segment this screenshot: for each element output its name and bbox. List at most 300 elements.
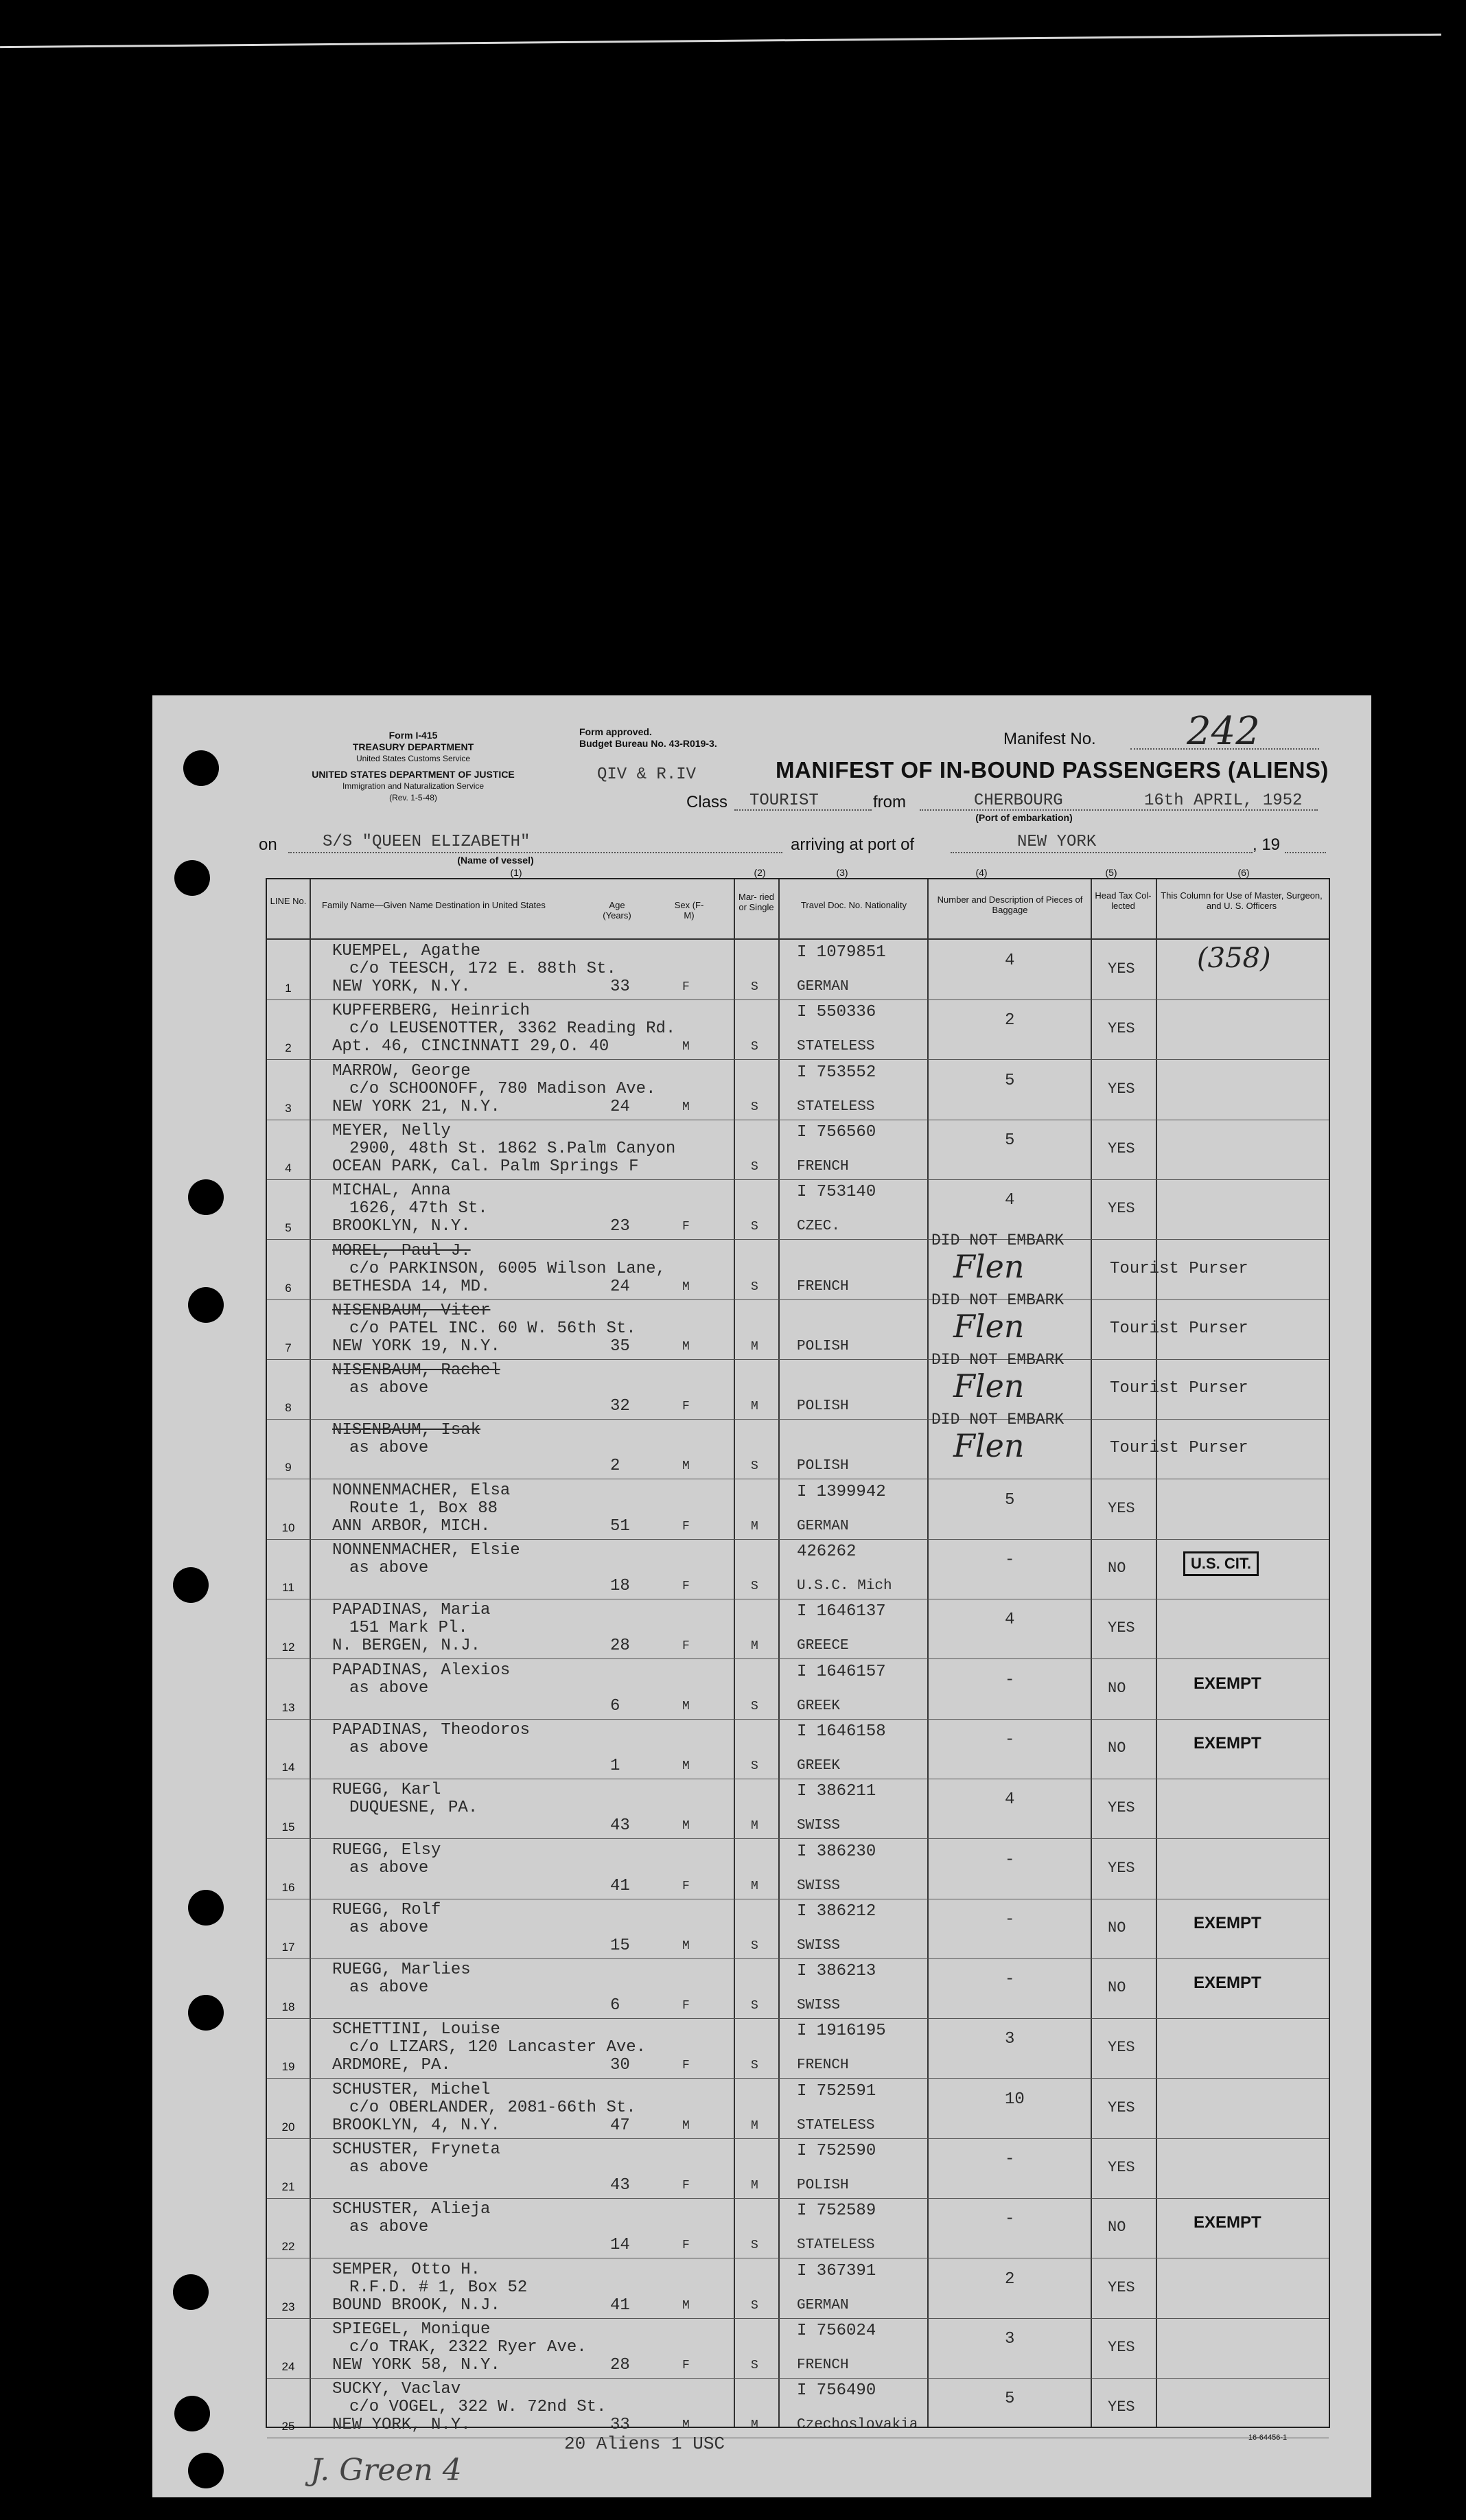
marital-status: M (751, 1400, 758, 1414)
destination-city: OCEAN PARK, Cal. Palm Springs F (332, 1157, 639, 1176)
age-value: 41 (610, 1876, 630, 1895)
age-value: 2 (610, 1457, 620, 1476)
header-head-tax: Head Tax Col- lected (1095, 890, 1152, 911)
nationality: GREECE (797, 1638, 849, 1654)
line-number: 23 (281, 2300, 295, 2313)
nationality: FRENCH (797, 2357, 849, 2373)
passenger-name: SCHUSTER, Alieja (332, 2200, 491, 2219)
table-row (267, 2198, 1329, 2258)
line-number: 15 (281, 1820, 295, 1834)
line-number: 22 (281, 2240, 295, 2254)
us-citizen-stamp: U.S. CIT. (1183, 1551, 1259, 1576)
head-tax-value: YES (1108, 2278, 1135, 2296)
baggage-count: 5 (1005, 2390, 1015, 2409)
destination-city: NEW YORK, N.Y. (332, 978, 471, 996)
table-row (267, 1291, 1329, 1360)
passenger-name: MOREL, Paul J. (332, 1241, 471, 1260)
marital-status: S (751, 1280, 758, 1294)
passenger-name: PAPADINAS, Alexios (332, 1661, 511, 1680)
line-number: 20 (281, 2120, 295, 2134)
nationality: GREEK (797, 1757, 841, 1774)
nationality: FRENCH (797, 1158, 849, 1175)
age-value: 6 (610, 1696, 620, 1715)
marital-status: M (751, 2418, 758, 2433)
baggage-count: - (1005, 2150, 1015, 2169)
passenger-name: MARROW, George (332, 1061, 471, 1080)
destination-line: as above (349, 1918, 429, 1937)
travel-doc-number: I 753552 (797, 1063, 876, 1082)
column-number-1: (1) (510, 867, 522, 878)
age-value: 24 (610, 1277, 630, 1296)
line-number: 3 (285, 1101, 292, 1115)
destination-line: 151 Mark Pl. (349, 1619, 468, 1638)
destination-line: as above (349, 2218, 429, 2237)
sex-value: M (682, 1100, 690, 1114)
head-tax-value: YES (1108, 1140, 1135, 1157)
travel-doc-number: I 386213 (797, 1962, 876, 1981)
table-row (267, 1539, 1329, 1599)
passenger-name: NISENBAUM, Isak (332, 1421, 481, 1440)
destination-line: as above (349, 1858, 429, 1877)
marital-status: S (751, 1759, 758, 1773)
marital-status: S (751, 2239, 758, 2253)
destination-line: as above (349, 1439, 429, 1458)
nationality: STATELESS (797, 2237, 875, 2254)
manifest-title: MANIFEST OF IN-BOUND PASSENGERS (ALIENS) (776, 757, 1329, 783)
table-row (267, 1060, 1329, 1120)
baggage-count: 2 (1005, 1011, 1015, 1030)
passenger-name: SEMPER, Otto H. (332, 2260, 481, 2279)
age-value: 32 (610, 1397, 630, 1416)
manifest-sheet (152, 695, 1371, 2497)
punch-hole (188, 1890, 224, 1926)
treasury-dept: TREASURY DEPARTMENT (352, 741, 474, 752)
punch-hole (174, 860, 210, 896)
passenger-name: RUEGG, Elsy (332, 1840, 441, 1860)
marital-status: S (751, 1040, 758, 1054)
line-number: 25 (281, 2420, 295, 2434)
age-value: 33 (610, 978, 630, 996)
budget-bureau: Budget Bureau No. 43-R019-3. (579, 738, 717, 749)
exempt-stamp: EXEMPT (1194, 1913, 1261, 1932)
nationality: SWISS (797, 1937, 841, 1954)
line-number: 14 (281, 1760, 295, 1774)
column-number-5: (5) (1105, 867, 1117, 878)
scan-top-rule (0, 34, 1441, 48)
purser-signature: Flen (953, 1307, 1025, 1345)
baggage-count: 4 (1005, 1790, 1015, 1810)
passenger-name: SCHUSTER, Fryneta (332, 2140, 500, 2159)
line-number: 7 (285, 1341, 292, 1354)
baggage-count: - (1005, 1551, 1015, 1569)
marital-status: M (751, 1339, 758, 1354)
baggage-count: 2 (1005, 2269, 1015, 2289)
baggage-count: - (1005, 1730, 1015, 1749)
travel-doc-number: I 752591 (797, 2081, 876, 2101)
head-tax-value: NO (1108, 2219, 1126, 2236)
age-value: 18 (610, 1577, 630, 1595)
passenger-name: NONNENMACHER, Elsa (332, 1481, 511, 1500)
destination-city: NEW YORK 21, N.Y. (332, 1097, 500, 1116)
age-value: 30 (610, 2056, 630, 2075)
header-travel-doc: Travel Doc. No. Nationality (800, 900, 907, 910)
table-row (267, 1599, 1329, 1659)
age-value: 47 (610, 2116, 630, 2135)
sex-value: F (682, 1400, 690, 1414)
embarkation-note: (Port of embarkation) (975, 812, 1073, 823)
head-tax-value: YES (1108, 2159, 1135, 2176)
embarkation-date: 16th APRIL, 1952 (1144, 791, 1303, 810)
arrival-port: NEW YORK (1017, 833, 1097, 851)
travel-doc-number: I 1646158 (797, 1722, 886, 1741)
nationality: STATELESS (797, 2117, 875, 2134)
age-value: 51 (610, 1516, 630, 1536)
nationality: POLISH (797, 2177, 849, 2193)
head-tax-value: YES (1108, 960, 1135, 978)
destination-city: BOUND BROOK, N.J. (332, 2296, 500, 2315)
destination-line: as above (349, 1379, 429, 1398)
age-value: 24 (610, 1097, 630, 1116)
not-embarked-note: DID NOT EMBARK (931, 1411, 1064, 1429)
table-row (267, 2079, 1329, 2139)
column-number-3: (3) (836, 867, 848, 878)
class-label: Class (686, 793, 728, 811)
marital-status: S (751, 1999, 758, 2013)
passenger-name: MICHAL, Anna (332, 1181, 451, 1201)
sex-value: M (682, 1759, 690, 1773)
from-label: from (873, 793, 906, 811)
baggage-count: - (1005, 1670, 1015, 1689)
line-number: 2 (285, 1041, 292, 1055)
header-line-no: LINE No. (270, 896, 307, 906)
marital-status: M (751, 2179, 758, 2193)
travel-doc-number: I 1399942 (797, 1482, 886, 1501)
marital-status: S (751, 980, 758, 994)
line-number: 9 (285, 1461, 292, 1475)
footer-signature: J. Green 4 (310, 2453, 462, 2488)
destination-city: ARDMORE, PA. (332, 2056, 451, 2075)
officer-note: (358) (1197, 943, 1271, 974)
passenger-name: NONNENMACHER, Elsie (332, 1541, 520, 1560)
age-value: 28 (610, 1637, 630, 1656)
baggage-count: 5 (1005, 1490, 1015, 1510)
nationality: GERMAN (797, 2297, 849, 2313)
not-embarked-note: DID NOT EMBARK (931, 1291, 1064, 1309)
travel-doc-number: I 1916195 (797, 2022, 886, 2041)
age-value: 35 (610, 1337, 630, 1356)
header-officers: This Column for Use of Master, Surgeon, and U. S. Officers (1161, 890, 1323, 911)
nationality: SWISS (797, 1998, 841, 2014)
marital-status: M (751, 2118, 758, 2133)
sex-value: M (682, 1280, 690, 1294)
nationality: STATELESS (797, 1039, 875, 1055)
age-value: 43 (610, 1816, 630, 1836)
sex-value: M (682, 2298, 690, 2313)
column-number-4: (4) (975, 867, 988, 878)
nationality: SWISS (797, 1818, 841, 1834)
marital-status: S (751, 1939, 758, 1953)
nationality: U.S.C. Mich (797, 1578, 892, 1594)
baggage-count: - (1005, 1970, 1015, 1989)
punch-hole (174, 2396, 210, 2431)
baggage-count: 5 (1005, 1131, 1015, 1150)
baggage-count: - (1005, 2210, 1015, 2229)
exempt-stamp: EXEMPT (1194, 1974, 1261, 1993)
sex-value: F (682, 2059, 690, 2073)
voyage-code: QIV & R.IV (597, 765, 697, 784)
head-tax-value: YES (1108, 2398, 1135, 2416)
table-row (267, 999, 1329, 1060)
not-embarked-note: DID NOT EMBARK (931, 1351, 1064, 1369)
table-row (267, 1899, 1329, 1959)
purser-note: Tourist Purser (1110, 1439, 1248, 1458)
passenger-name: KUPFERBERG, Heinrich (332, 1002, 531, 1021)
marital-status: S (751, 1459, 758, 1474)
marital-status: S (751, 1100, 758, 1114)
exempt-stamp: EXEMPT (1194, 1733, 1261, 1753)
sex-value: M (682, 1339, 690, 1354)
sex-value: F (682, 2239, 690, 2253)
travel-doc-number: I 1646137 (797, 1602, 886, 1621)
head-tax-value: YES (1108, 1200, 1135, 1218)
age-value: 23 (610, 1217, 630, 1236)
header-baggage: Number and Description of Pieces of Baggage (937, 894, 1083, 915)
passenger-name: MEYER, Nelly (332, 1121, 451, 1140)
purser-signature: Flen (953, 1247, 1025, 1285)
destination-line: R.F.D. # 1, Box 52 (349, 2278, 528, 2297)
marital-status: M (751, 1819, 758, 1834)
table-row (267, 1120, 1329, 1180)
column-number-2: (2) (754, 867, 766, 878)
punch-hole (173, 1567, 209, 1603)
destination-line: c/o PATEL INC. 60 W. 56th St. (349, 1319, 636, 1338)
head-tax-value: YES (1108, 2338, 1135, 2356)
sex-value: F (682, 2358, 690, 2372)
age-value: 15 (610, 1936, 630, 1955)
sex-value: F (682, 1220, 690, 1234)
destination-line: 1626, 47th St. (349, 1199, 488, 1218)
punch-hole (183, 750, 219, 786)
vessel-line (288, 852, 782, 853)
marital-status: S (751, 2298, 758, 2313)
sex-value: M (682, 1459, 690, 1474)
on-label: on (259, 835, 277, 854)
punch-hole (173, 2274, 209, 2310)
baggage-count: - (1005, 1850, 1015, 1869)
year-line (1285, 852, 1326, 853)
exempt-stamp: EXEMPT (1194, 2213, 1261, 2232)
sex-value: M (682, 1699, 690, 1713)
table-row (267, 2018, 1329, 2079)
punch-hole (188, 1995, 224, 2031)
line-number: 10 (281, 1521, 295, 1534)
head-tax-value: YES (1108, 1020, 1135, 1038)
manifest-number-label: Manifest No. (1003, 730, 1096, 748)
age-value: 1 (610, 1756, 620, 1775)
marital-status: S (751, 1220, 758, 1234)
sex-value: F (682, 1639, 690, 1654)
line-number: 12 (281, 1641, 295, 1654)
baggage-count: 10 (1005, 2090, 1025, 2109)
passenger-name: NISENBAUM, Rachel (332, 1361, 500, 1380)
sex-value: M (682, 2418, 690, 2433)
passenger-name: KUEMPEL, Agathe (332, 942, 481, 960)
nationality: FRENCH (797, 1278, 849, 1295)
line-number: 24 (281, 2359, 295, 2373)
form-approval: Form approved. (579, 726, 652, 737)
travel-doc-number: I 386230 (797, 1842, 876, 1861)
passenger-name: SCHETTINI, Louise (332, 2020, 500, 2039)
sex-value: M (682, 1819, 690, 1834)
line-number: 16 (281, 1880, 295, 1894)
passenger-name: RUEGG, Karl (332, 1781, 441, 1800)
destination-city: NEW YORK 58, N.Y. (332, 2355, 500, 2374)
travel-doc-number: I 550336 (797, 1003, 876, 1022)
baggage-count: - (1005, 1910, 1015, 1929)
form-code: 16-64456-1 (1248, 2434, 1288, 2442)
passenger-name: SPIEGEL, Monique (332, 2320, 491, 2339)
travel-doc-number: I 756490 (797, 2381, 876, 2401)
sex-value: F (682, 1879, 690, 1893)
age-value: 41 (610, 2296, 630, 2315)
age-value: 14 (610, 2236, 630, 2255)
destination-city: BROOKLYN, N.Y. (332, 1217, 471, 1236)
travel-doc-number: I 1646157 (797, 1662, 886, 1681)
age-value: 33 (610, 2416, 630, 2435)
punch-hole (188, 1179, 224, 1215)
destination-line: DUQUESNE, PA. (349, 1799, 478, 1818)
table-row (267, 1719, 1329, 1779)
table-row (267, 1659, 1329, 1720)
table-row (267, 2258, 1329, 2319)
marital-status: S (751, 2358, 758, 2372)
ins-service: Immigration and Naturalization Service (342, 781, 485, 791)
justice-dept: UNITED STATES DEPARTMENT OF JUSTICE (312, 769, 515, 780)
line-number: 6 (285, 1281, 292, 1295)
head-tax-value: YES (1108, 1619, 1135, 1637)
passenger-name: RUEGG, Rolf (332, 1900, 441, 1919)
baggage-count: 5 (1005, 1071, 1015, 1090)
table-row (267, 1231, 1329, 1300)
sex-value: F (682, 1999, 690, 2013)
header-age: Age (Years) (603, 900, 631, 921)
destination-city: BROOKLYN, 4, N.Y. (332, 2116, 500, 2135)
destination-line: 2900, 48th St. 1862 S.Palm Canyon (349, 1139, 676, 1158)
age-value: 6 (610, 1996, 620, 2015)
nationality: STATELESS (797, 1098, 875, 1115)
line-number: 13 (281, 1700, 295, 1714)
vessel-name: S/S "QUEEN ELIZABETH" (323, 833, 531, 851)
head-tax-value: NO (1108, 1679, 1126, 1697)
line-number: 17 (281, 1940, 295, 1954)
destination-line: c/o LIZARS, 120 Lancaster Ave. (349, 2038, 647, 2057)
nationality: POLISH (797, 1398, 849, 1415)
year-label: , 19 (1253, 835, 1281, 854)
marital-status: M (751, 1519, 758, 1534)
table-row (267, 940, 1329, 1000)
nationality: POLISH (797, 1338, 849, 1354)
table-row (267, 1779, 1329, 1839)
passenger-name: PAPADINAS, Maria (332, 1601, 491, 1620)
destination-city: N. BERGEN, N.J. (332, 1637, 481, 1656)
nationality: GERMAN (797, 1518, 849, 1534)
purser-signature: Flen (953, 1427, 1025, 1465)
marital-status: M (751, 1639, 758, 1654)
travel-doc-number: I 752590 (797, 2142, 876, 2160)
travel-doc-number: 426262 (797, 1542, 857, 1561)
marital-status: S (751, 1580, 758, 1593)
destination-line: c/o TRAK, 2322 Ryer Ave. (349, 2337, 587, 2357)
destination-city: NEW YORK, N.Y. (332, 2416, 471, 2435)
head-tax-value: YES (1108, 1799, 1135, 1817)
manifest-number: 242 (1187, 709, 1260, 754)
travel-doc-number: I 367391 (797, 2261, 876, 2280)
table-row (267, 1351, 1329, 1420)
form-revision: (Rev. 1-5-48) (389, 793, 437, 802)
baggage-count: 4 (1005, 951, 1015, 970)
line-number: 18 (281, 2000, 295, 2014)
destination-line: c/o LEUSENOTTER, 3362 Reading Rd. (349, 1019, 676, 1039)
destination-city: Apt. 46, CINCINNATI 29,O. 40 (332, 1037, 609, 1056)
nationality: FRENCH (797, 2057, 849, 2074)
punch-hole (188, 1287, 224, 1323)
header-married: Mar- ried or Single (738, 892, 774, 912)
punch-hole (188, 2453, 224, 2488)
nationality: Czechoslovakia (797, 2417, 918, 2434)
sex-value: M (682, 1040, 690, 1054)
baggage-count: 4 (1005, 1610, 1015, 1630)
head-tax-value: NO (1108, 1560, 1126, 1577)
purser-signature: Flen (953, 1367, 1025, 1405)
header-name: Family Name—Given Name Destination in United States (322, 900, 546, 910)
purser-note: Tourist Purser (1110, 1379, 1248, 1398)
destination-line: c/o VOGEL, 322 W. 72nd St. (349, 2398, 607, 2417)
head-tax-value: YES (1108, 2039, 1135, 2057)
sex-value: F (682, 1519, 690, 1534)
destination-line: c/o SCHOONOFF, 780 Madison Ave. (349, 1079, 656, 1098)
customs-service: United States Customs Service (356, 754, 471, 763)
travel-doc-number: I 756024 (797, 2321, 876, 2340)
travel-doc-number: I 756560 (797, 1122, 876, 1142)
destination-line: as above (349, 1978, 429, 1998)
destination-line: c/o PARKINSON, 6005 Wilson Lane, (349, 1259, 666, 1278)
table-row (267, 1479, 1329, 1540)
vessel-note: (Name of vessel) (457, 855, 534, 866)
destination-city: BETHESDA 14, MD. (332, 1277, 491, 1296)
table-row (267, 1839, 1329, 1899)
line-number: 1 (285, 982, 292, 995)
baggage-count: 4 (1005, 1191, 1015, 1210)
line-number: 21 (281, 2180, 295, 2193)
line-number: 19 (281, 2060, 295, 2074)
age-value: 28 (610, 2355, 630, 2374)
destination-line: as above (349, 1559, 429, 1577)
travel-doc-number: I 386212 (797, 1901, 876, 1921)
nationality: POLISH (797, 1458, 849, 1475)
baggage-count: 3 (1005, 2030, 1015, 2049)
marital-status: S (751, 1699, 758, 1713)
exempt-stamp: EXEMPT (1194, 1674, 1261, 1693)
baggage-count: 3 (1005, 2329, 1015, 2348)
head-tax-value: NO (1108, 1739, 1126, 1757)
column-number-6: (6) (1237, 867, 1250, 878)
destination-line: Route 1, Box 88 (349, 1499, 498, 1518)
destination-line: as above (349, 1738, 429, 1757)
sex-value: M (682, 2118, 690, 2133)
not-embarked-note: DID NOT EMBARK (931, 1231, 1064, 1249)
marital-status: S (751, 2059, 758, 2073)
destination-city: NEW YORK 19, N.Y. (332, 1337, 500, 1356)
